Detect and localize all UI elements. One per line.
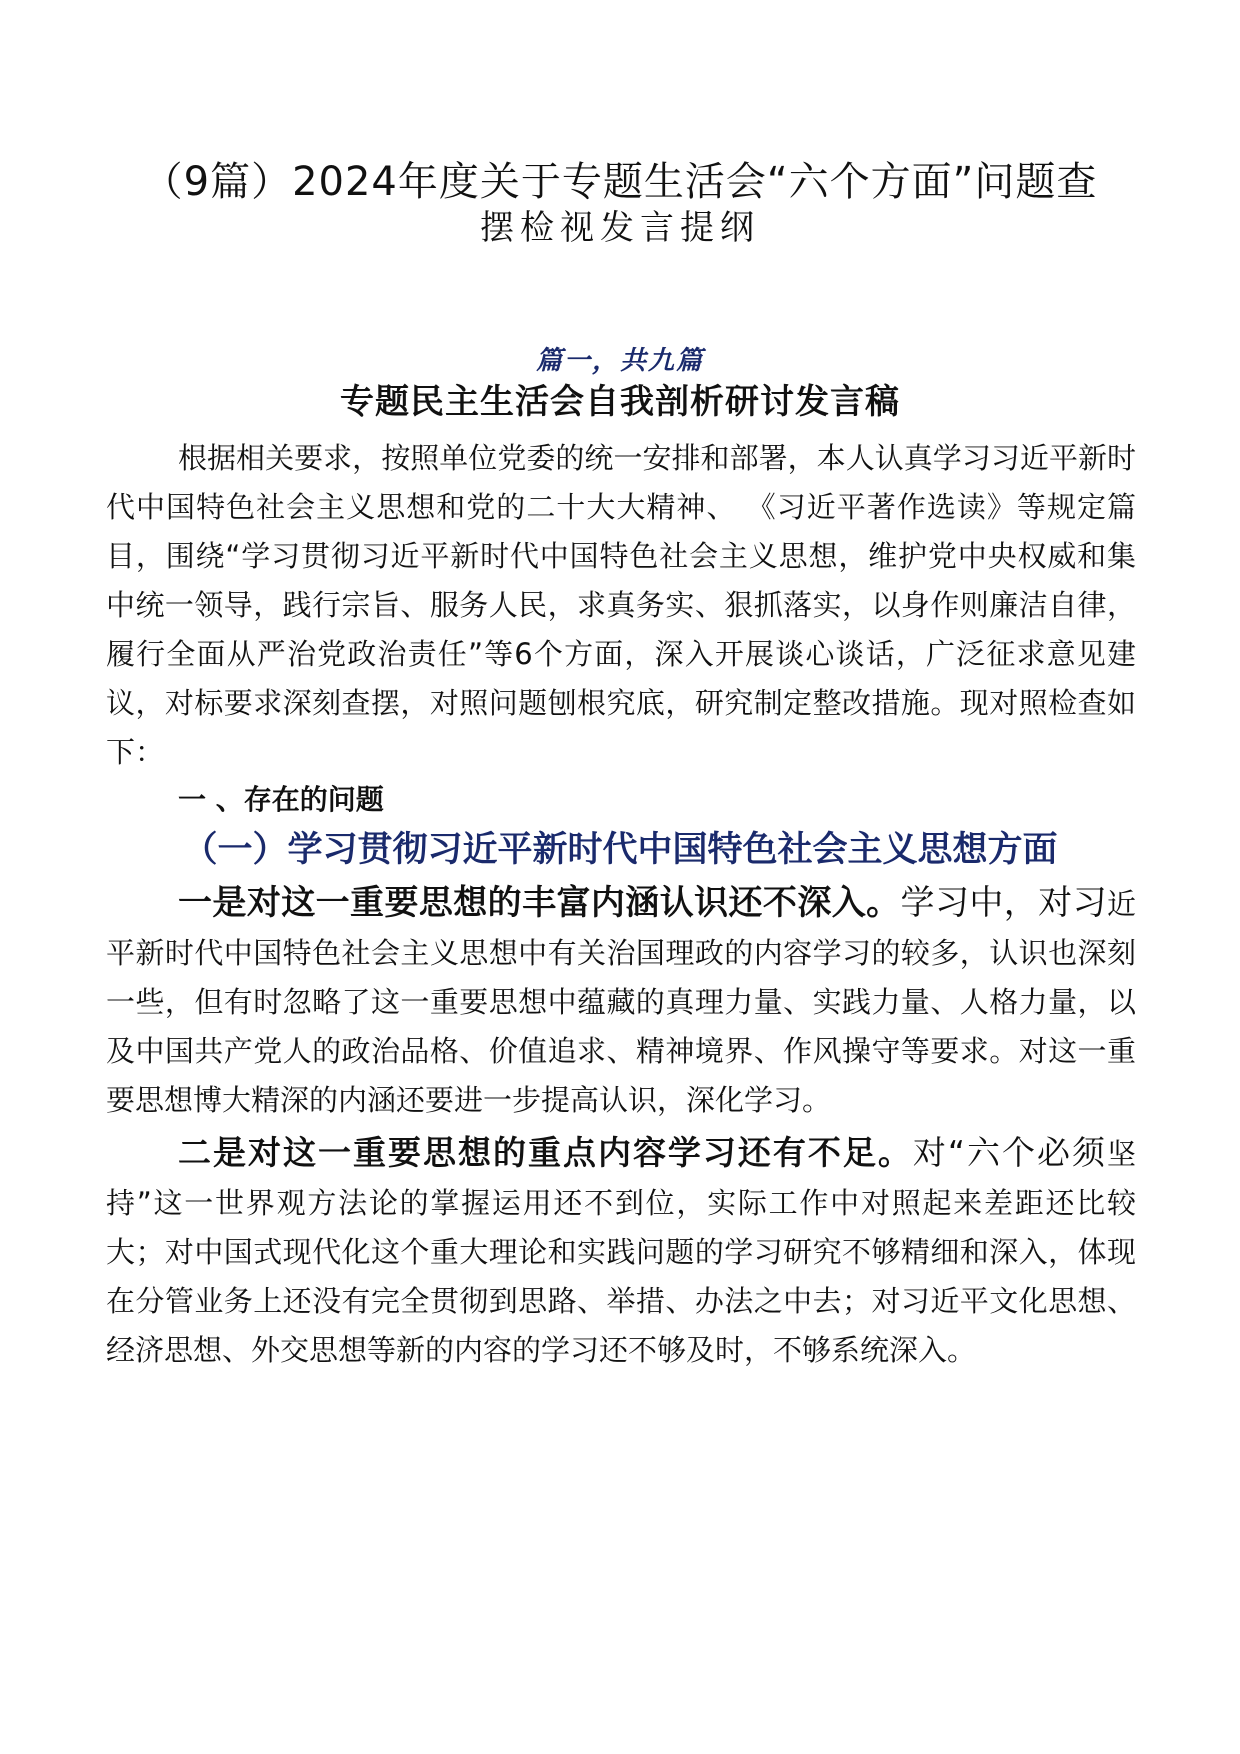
section-heading: 一 、存在的问题 <box>178 783 384 816</box>
point-one-lead: 一是对这一重要思想的丰富内涵认识还不深入。 <box>178 883 901 923</box>
intro-paragraph: 根据相关要求，按照单位党委的统一安排和部署，本人认真学习习近平新时代中国特色社会主义思想和党的二十大大精神、 《习近平著作选读》等规定篇目，围绕“学习贯彻习近平新时代中国特色社会主义思想，维护党中央权威和集中统一领导，践行宗旨、服务人民，求真务实、狠抓落实，以身作则廉洁自律，履行全面从严治党政治责任”等6个方面，深入开展谈心谈话，广泛征求意见建议，对标要求深刻查摆，对照问题刨根究底，研究制定整改措施。现对照检查如下： <box>106 441 1136 769</box>
point-one-text: 近平新时代中国特色社会主义思想中有关治国理政的内容学习的较多，认识也深刻一些，但有时忽略了这一重要思想中蕴藏的真理力量、实践力量、人格力量，以及中国共产党人的政治品格、价值追求、精神境界、作风操守等要求。对这一重要思想博大精深的内涵还要进一步提高认识，深化学习。 <box>106 887 1137 1117</box>
document-subtitle: 摆检视发言提纲 <box>480 208 760 248</box>
part-title: 专题民主生活会自我剖析研讨发言稿 <box>340 382 900 422</box>
point-two-text: 坚持”这一世界观方法论的掌握运用还不到位，实际工作中对照起来差距还比较大；对中国式现代化这个重大理论和实践问题的学习研究不够精细和深入，体现在分管业务上还没有完全贯彻到思路、举措、办法之中去；对习近平文化思想、经济思想、外交思想等新的内容的学习还不够及时，不够系统深入。 <box>106 1137 1136 1367</box>
point-one-paragraph <box>106 878 1136 1125</box>
point-two-lead: 二是对这一重要思想的重点内容学习还有不足。 <box>178 1133 913 1172</box>
document-title: （9篇）2024年度关于专题生活会“六个方面”问题查 <box>142 159 1098 205</box>
part-label: 篇一，共九篇 <box>535 346 704 376</box>
subsection-heading: （一）学习贯彻习近平新时代中国特色社会主义思想方面 <box>182 830 1058 870</box>
point-two-lead-tail: 对“六个必须 <box>912 1133 1107 1172</box>
point-one-lead-tail: 学习中，对习 <box>900 883 1107 923</box>
point-two-paragraph <box>106 1128 1136 1375</box>
